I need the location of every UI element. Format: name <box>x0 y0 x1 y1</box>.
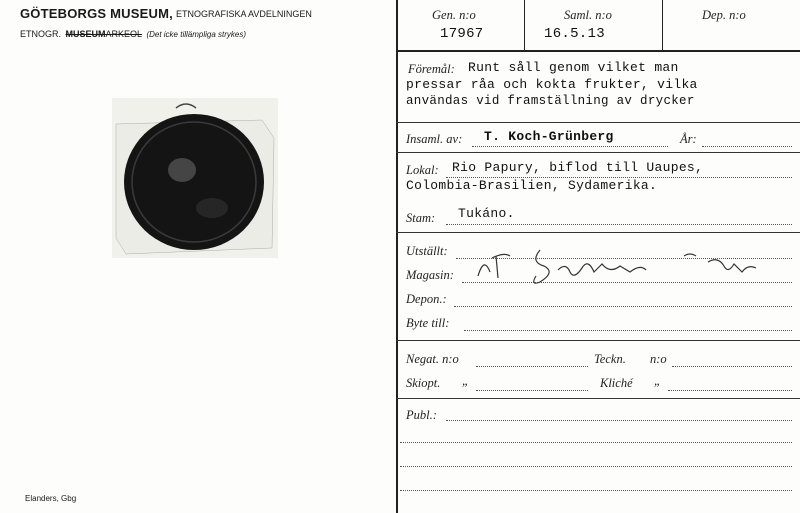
kliche-quote: „ <box>654 374 661 388</box>
insaml-value: T. Koch-Grünberg <box>484 129 614 144</box>
department-name: ETNOGRAFISKA AVDELNINGEN <box>176 9 312 19</box>
storage-bottom-line <box>396 340 800 341</box>
lokal-line1: Rio Papury, biflod till Uaupes, <box>452 160 704 175</box>
publ-dotted-line-2 <box>400 442 792 443</box>
etnogr-label: ETNOGR. <box>20 29 62 39</box>
object-photo <box>112 98 278 258</box>
saml-label: Saml. n:o <box>564 8 612 22</box>
kliche-label: Kliché <box>600 376 633 390</box>
stam-value: Tukáno. <box>458 206 515 221</box>
negat-bottom-line <box>396 398 800 399</box>
gen-value: 17967 <box>440 26 484 42</box>
depon-label: Depon.: <box>406 292 447 306</box>
foremal-bottom-line <box>396 122 800 123</box>
panel-left-border <box>396 0 398 513</box>
depon-dotted-line <box>454 306 792 307</box>
gen-label: Gen. n:o <box>432 8 476 22</box>
strike-note: (Det icke tillämpliga strykes) <box>146 30 247 39</box>
publ-dotted-line-1 <box>446 420 792 421</box>
museum-struck: MUSEUM <box>65 29 106 39</box>
ar-dotted-line <box>702 146 792 147</box>
utstallt-label: Utställt: <box>406 244 448 258</box>
arkeol-struck: ARKEOL <box>105 29 142 39</box>
header-line2 <box>20 24 246 42</box>
saml-value: 16.5.13 <box>544 26 605 42</box>
stam-bottom-line <box>396 232 800 233</box>
foremal-line1: Runt såll genom vilket man <box>468 60 679 75</box>
byte-label: Byte till: <box>406 316 450 330</box>
saml-divider <box>662 0 663 50</box>
foremal-line2: pressar råa och kokta frukter, vilka <box>406 77 698 92</box>
negat-dotted-line <box>476 366 588 367</box>
negat-label: Negat. n:o <box>406 352 459 366</box>
publ-dotted-line-3 <box>400 466 792 467</box>
foremal-line3: användas vid framställning av drycker <box>406 94 695 108</box>
skiopt-label: Skiopt. <box>406 376 441 390</box>
foremal-label: Föremål: <box>408 62 455 76</box>
publ-dotted-line-4 <box>400 490 792 491</box>
ar-label: År: <box>680 132 697 146</box>
publ-label: Publ.: <box>406 408 437 422</box>
dep-label: Dep. n:o <box>702 8 746 22</box>
magasin-handwriting <box>470 242 770 288</box>
stam-dotted-line <box>446 224 792 225</box>
museum-name: GÖTEBORGS MUSEUM, <box>20 6 173 21</box>
byte-dotted-line <box>464 330 792 331</box>
sieve-image <box>112 98 278 258</box>
top-table-bottom-border <box>396 50 800 52</box>
skiopt-dotted-line <box>476 390 588 391</box>
printer-credit: Elanders, Gbg <box>25 494 77 503</box>
lokal-line2: Colombia-Brasilien, Sydamerika. <box>406 178 658 193</box>
magasin-label: Magasin: <box>406 268 454 282</box>
gen-divider <box>524 0 525 50</box>
insaml-label: Insaml. av: <box>406 132 463 146</box>
teckn-no-label: n:o <box>650 352 667 366</box>
teckn-label: Teckn. <box>594 352 626 366</box>
kliche-dotted-line <box>668 390 792 391</box>
teckn-dotted-line <box>672 366 792 367</box>
skiopt-quote: „ <box>462 374 469 388</box>
stam-label: Stam: <box>406 211 436 225</box>
lokal-label: Lokal: <box>406 163 439 177</box>
insaml-dotted-line <box>472 146 668 147</box>
insaml-bottom-line <box>396 152 800 153</box>
